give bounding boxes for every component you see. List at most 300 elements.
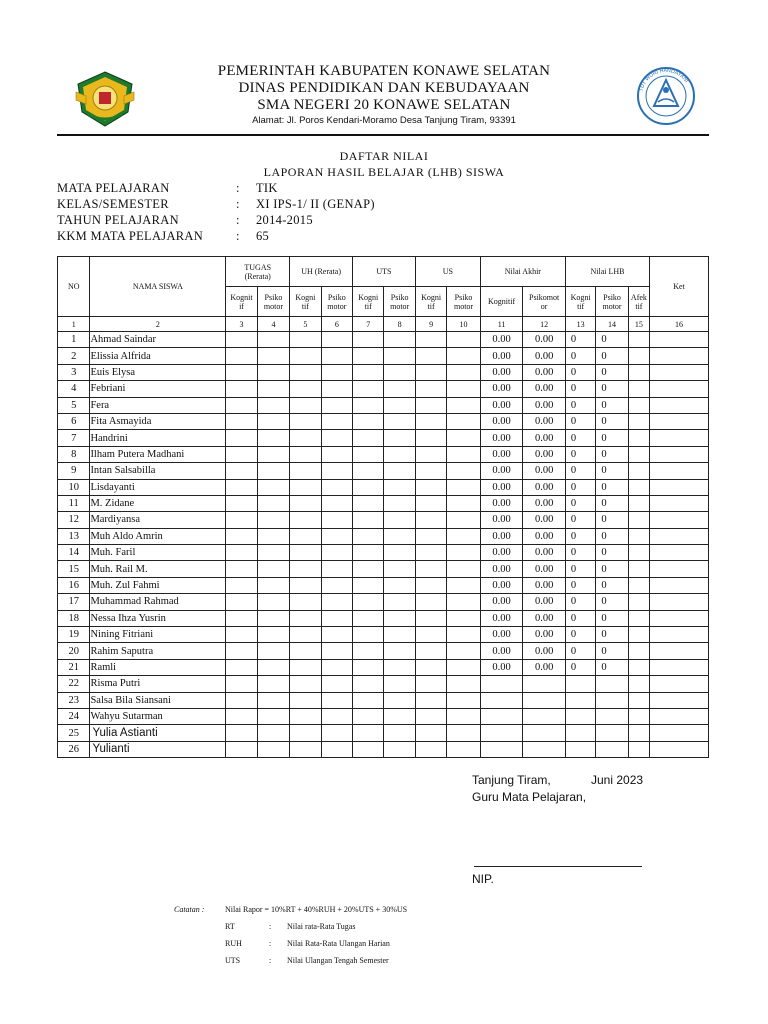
score-cell[interactable] [353, 430, 384, 446]
score-cell[interactable] [257, 610, 289, 626]
lhb-afektif[interactable] [628, 545, 649, 561]
score-cell[interactable] [447, 364, 480, 380]
score-cell[interactable] [257, 659, 289, 675]
score-cell[interactable] [447, 348, 480, 364]
score-cell[interactable] [321, 659, 352, 675]
score-cell[interactable] [257, 725, 289, 741]
score-cell[interactable] [290, 397, 321, 413]
score-cell[interactable] [290, 676, 321, 692]
lhb-afektif[interactable] [628, 381, 649, 397]
score-cell[interactable] [290, 692, 321, 708]
score-cell[interactable] [415, 659, 446, 675]
score-cell[interactable] [447, 512, 480, 528]
lhb-afektif[interactable] [628, 348, 649, 364]
student-name: Muh. Zul Fahmi [90, 577, 226, 593]
score-cell[interactable] [257, 708, 289, 724]
score-cell[interactable] [415, 479, 446, 495]
score-cell[interactable] [321, 332, 352, 348]
score-cell[interactable] [226, 495, 257, 511]
score-cell[interactable] [257, 643, 289, 659]
score-cell[interactable] [384, 430, 415, 446]
student-name: Ahmad Saindar [90, 332, 226, 348]
score-cell[interactable] [257, 397, 289, 413]
lhb-afektif[interactable] [628, 446, 649, 462]
score-cell[interactable] [226, 725, 257, 741]
score-cell[interactable] [321, 430, 352, 446]
nilai-akhir-psikomotor: 0.00 [523, 643, 566, 659]
nilai-akhir-kognitif: 0.00 [480, 577, 523, 593]
score-cell[interactable] [415, 627, 446, 643]
th-sub: Kogni tif [290, 287, 321, 317]
ket-cell[interactable] [650, 528, 709, 544]
score-cell[interactable] [384, 512, 415, 528]
score-cell[interactable] [384, 610, 415, 626]
score-cell[interactable] [353, 708, 384, 724]
score-cell[interactable] [226, 545, 257, 561]
ket-cell[interactable] [650, 348, 709, 364]
score-cell[interactable] [290, 332, 321, 348]
ket-cell[interactable] [650, 643, 709, 659]
note-separator: : [269, 922, 272, 931]
score-cell[interactable] [415, 413, 446, 429]
score-cell[interactable] [353, 512, 384, 528]
lhb-afektif[interactable] [628, 741, 649, 757]
score-cell[interactable] [415, 528, 446, 544]
row-number: 3 [58, 364, 90, 380]
score-cell[interactable] [353, 381, 384, 397]
lhb-afektif[interactable] [628, 708, 649, 724]
score-cell[interactable] [321, 708, 352, 724]
lhb-afektif[interactable] [628, 463, 649, 479]
ket-cell[interactable] [650, 741, 709, 757]
ket-cell[interactable] [650, 332, 709, 348]
score-cell[interactable] [290, 413, 321, 429]
score-cell[interactable] [384, 348, 415, 364]
student-name: Handrini [90, 430, 226, 446]
score-cell[interactable] [321, 725, 352, 741]
note-separator: : [269, 939, 272, 948]
score-cell[interactable] [447, 643, 480, 659]
ket-cell[interactable] [650, 561, 709, 577]
score-cell[interactable] [415, 545, 446, 561]
score-cell[interactable] [226, 512, 257, 528]
score-cell[interactable] [226, 577, 257, 593]
ket-cell[interactable] [650, 430, 709, 446]
score-cell[interactable] [447, 463, 480, 479]
score-cell[interactable] [226, 397, 257, 413]
score-cell[interactable] [384, 577, 415, 593]
score-cell[interactable] [384, 413, 415, 429]
score-cell[interactable] [226, 348, 257, 364]
score-cell[interactable] [290, 495, 321, 511]
ket-cell[interactable] [650, 512, 709, 528]
score-cell[interactable] [257, 627, 289, 643]
score-cell[interactable] [290, 463, 321, 479]
score-cell[interactable] [384, 332, 415, 348]
score-cell[interactable] [447, 561, 480, 577]
score-cell[interactable] [353, 725, 384, 741]
score-cell[interactable] [353, 577, 384, 593]
score-cell[interactable] [290, 708, 321, 724]
score-cell[interactable] [384, 643, 415, 659]
ket-cell[interactable] [650, 610, 709, 626]
score-cell[interactable] [415, 495, 446, 511]
lhb-afektif[interactable] [628, 725, 649, 741]
score-cell[interactable] [384, 627, 415, 643]
lhb-afektif[interactable] [628, 430, 649, 446]
column-number: 8 [384, 317, 415, 332]
ket-cell[interactable] [650, 545, 709, 561]
score-cell[interactable] [290, 364, 321, 380]
score-cell[interactable] [226, 594, 257, 610]
score-cell[interactable] [384, 495, 415, 511]
score-cell[interactable] [321, 397, 352, 413]
score-cell[interactable] [226, 479, 257, 495]
score-cell[interactable] [415, 708, 446, 724]
score-cell[interactable] [257, 528, 289, 544]
score-cell[interactable] [226, 659, 257, 675]
score-cell[interactable] [226, 381, 257, 397]
score-cell[interactable] [447, 479, 480, 495]
score-cell[interactable] [447, 741, 480, 757]
lhb-afektif[interactable] [628, 676, 649, 692]
score-cell[interactable] [321, 463, 352, 479]
ket-cell[interactable] [650, 725, 709, 741]
score-cell[interactable] [226, 364, 257, 380]
nilai-akhir-psikomotor: 0.00 [523, 495, 566, 511]
lhb-afektif[interactable] [628, 594, 649, 610]
lhb-afektif[interactable] [628, 479, 649, 495]
lhb-afektif[interactable] [628, 692, 649, 708]
ket-cell[interactable] [650, 577, 709, 593]
lhb-afektif[interactable] [628, 332, 649, 348]
score-cell[interactable] [226, 627, 257, 643]
score-cell[interactable] [415, 725, 446, 741]
lhb-afektif[interactable] [628, 397, 649, 413]
nilai-akhir-psikomotor: 0.00 [523, 512, 566, 528]
sign-role: Guru Mata Pelajaran, [472, 790, 587, 804]
score-cell[interactable] [415, 381, 446, 397]
score-cell[interactable] [257, 348, 289, 364]
score-cell[interactable] [226, 692, 257, 708]
note-abbr: RT [225, 922, 235, 931]
ket-cell[interactable] [650, 659, 709, 675]
score-cell[interactable] [321, 741, 352, 757]
score-cell[interactable] [257, 676, 289, 692]
ket-cell[interactable] [650, 495, 709, 511]
score-cell[interactable] [415, 430, 446, 446]
score-cell[interactable] [226, 561, 257, 577]
score-cell[interactable] [415, 364, 446, 380]
score-cell[interactable] [415, 397, 446, 413]
score-cell[interactable] [353, 495, 384, 511]
score-cell[interactable] [447, 528, 480, 544]
score-cell[interactable] [384, 479, 415, 495]
score-cell[interactable] [447, 594, 480, 610]
doc-title: DAFTAR NILAI [339, 149, 429, 163]
lhb-afektif[interactable] [628, 413, 649, 429]
score-cell[interactable] [353, 413, 384, 429]
score-cell[interactable] [384, 446, 415, 462]
score-cell[interactable] [290, 659, 321, 675]
score-cell[interactable] [353, 741, 384, 757]
column-number: 13 [565, 317, 595, 332]
ket-cell[interactable] [650, 446, 709, 462]
nilai-akhir-kognitif: 0.00 [480, 463, 523, 479]
lhb-afektif[interactable] [628, 577, 649, 593]
column-number: 4 [257, 317, 289, 332]
score-cell[interactable] [415, 348, 446, 364]
score-cell[interactable] [321, 364, 352, 380]
score-cell[interactable] [384, 725, 415, 741]
score-cell[interactable] [447, 545, 480, 561]
table-row [58, 512, 709, 528]
score-cell[interactable] [321, 495, 352, 511]
score-cell[interactable] [321, 446, 352, 462]
score-cell[interactable] [257, 545, 289, 561]
score-cell[interactable] [290, 512, 321, 528]
ket-cell[interactable] [650, 708, 709, 724]
score-cell[interactable] [384, 463, 415, 479]
ket-cell[interactable] [650, 479, 709, 495]
score-cell[interactable] [226, 332, 257, 348]
table-row [58, 413, 709, 429]
score-cell[interactable] [447, 397, 480, 413]
score-cell[interactable] [415, 610, 446, 626]
note-abbr: RUH [225, 939, 242, 948]
score-cell[interactable] [257, 692, 289, 708]
score-cell[interactable] [290, 594, 321, 610]
score-cell[interactable] [290, 643, 321, 659]
score-cell[interactable] [415, 463, 446, 479]
score-cell[interactable] [321, 545, 352, 561]
score-cell[interactable] [415, 577, 446, 593]
score-cell[interactable] [447, 610, 480, 626]
score-cell[interactable] [290, 381, 321, 397]
score-cell[interactable] [321, 577, 352, 593]
score-cell[interactable] [447, 446, 480, 462]
ket-cell[interactable] [650, 594, 709, 610]
score-cell[interactable] [353, 627, 384, 643]
score-cell[interactable] [321, 676, 352, 692]
score-cell[interactable] [447, 725, 480, 741]
score-cell[interactable] [321, 643, 352, 659]
score-cell[interactable] [290, 430, 321, 446]
lhb-afektif[interactable] [628, 561, 649, 577]
student-name: Muh. Rail M. [90, 561, 226, 577]
notes-formula: Nilai Rapor = 10%RT + 40%RUH + 20%UTS + 30%US [225, 905, 408, 914]
ket-cell[interactable] [650, 364, 709, 380]
score-cell[interactable] [257, 594, 289, 610]
score-cell[interactable] [321, 594, 352, 610]
score-cell[interactable] [447, 676, 480, 692]
score-cell[interactable] [353, 692, 384, 708]
score-cell[interactable] [447, 627, 480, 643]
row-number: 7 [58, 430, 90, 446]
lhb-psikomotor: 0 [596, 446, 628, 462]
score-cell[interactable] [321, 627, 352, 643]
score-cell[interactable] [353, 348, 384, 364]
score-cell[interactable] [384, 692, 415, 708]
score-cell[interactable] [257, 332, 289, 348]
score-cell[interactable] [384, 659, 415, 675]
score-cell[interactable] [353, 397, 384, 413]
nilai-akhir-kognitif: 0.00 [480, 627, 523, 643]
score-cell[interactable] [384, 528, 415, 544]
nilai-akhir-kognitif: 0.00 [480, 643, 523, 659]
score-cell[interactable] [353, 643, 384, 659]
score-cell[interactable] [415, 594, 446, 610]
score-cell[interactable] [353, 479, 384, 495]
score-cell[interactable] [290, 561, 321, 577]
lhb-afektif[interactable] [628, 364, 649, 380]
score-cell[interactable] [257, 430, 289, 446]
score-cell[interactable] [415, 512, 446, 528]
score-cell[interactable] [353, 561, 384, 577]
score-cell[interactable] [226, 528, 257, 544]
score-cell[interactable] [226, 446, 257, 462]
ket-cell[interactable] [650, 463, 709, 479]
score-cell[interactable] [447, 495, 480, 511]
meta-value: XI IPS-1/ II (GENAP) [256, 197, 375, 211]
score-cell[interactable] [226, 463, 257, 479]
score-cell[interactable] [257, 479, 289, 495]
th-us: US [415, 257, 480, 287]
lhb-afektif[interactable] [628, 495, 649, 511]
lhb-afektif[interactable] [628, 659, 649, 675]
score-cell[interactable] [290, 627, 321, 643]
score-cell[interactable] [353, 332, 384, 348]
lhb-afektif[interactable] [628, 643, 649, 659]
score-cell[interactable] [226, 741, 257, 757]
score-cell[interactable] [321, 348, 352, 364]
score-cell[interactable] [415, 643, 446, 659]
score-cell[interactable] [321, 479, 352, 495]
score-cell[interactable] [353, 594, 384, 610]
ket-cell[interactable] [650, 413, 709, 429]
score-cell[interactable] [321, 512, 352, 528]
score-cell[interactable] [447, 659, 480, 675]
score-cell[interactable] [290, 545, 321, 561]
score-cell[interactable] [415, 561, 446, 577]
score-cell[interactable] [257, 381, 289, 397]
score-cell[interactable] [290, 479, 321, 495]
ket-cell[interactable] [650, 381, 709, 397]
score-cell[interactable] [290, 725, 321, 741]
score-cell[interactable] [257, 364, 289, 380]
ket-cell[interactable] [650, 627, 709, 643]
score-cell[interactable] [447, 332, 480, 348]
kop-government: PEMERINTAH KABUPATEN KONAWE SELATAN [217, 63, 551, 79]
score-cell[interactable] [257, 463, 289, 479]
score-cell[interactable] [353, 545, 384, 561]
score-cell[interactable] [415, 692, 446, 708]
score-cell[interactable] [290, 348, 321, 364]
lhb-afektif[interactable] [628, 627, 649, 643]
score-cell[interactable] [384, 397, 415, 413]
score-cell[interactable] [353, 463, 384, 479]
score-cell[interactable] [257, 413, 289, 429]
nilai-akhir-psikomotor: 0.00 [523, 397, 566, 413]
score-cell[interactable] [447, 430, 480, 446]
score-cell[interactable] [290, 446, 321, 462]
th-ket: Ket [650, 257, 709, 317]
score-cell[interactable] [290, 528, 321, 544]
score-cell[interactable] [257, 446, 289, 462]
score-cell[interactable] [257, 577, 289, 593]
score-cell[interactable] [447, 413, 480, 429]
score-cell[interactable] [321, 381, 352, 397]
score-cell[interactable] [290, 610, 321, 626]
lhb-afektif[interactable] [628, 512, 649, 528]
score-cell[interactable] [257, 741, 289, 757]
score-cell[interactable] [384, 708, 415, 724]
table-row [58, 332, 709, 348]
score-cell[interactable] [353, 659, 384, 675]
score-cell[interactable] [321, 561, 352, 577]
score-cell[interactable] [384, 741, 415, 757]
score-cell[interactable] [415, 332, 446, 348]
lhb-afektif[interactable] [628, 610, 649, 626]
score-cell[interactable] [290, 577, 321, 593]
score-cell[interactable] [415, 676, 446, 692]
score-cell[interactable] [384, 381, 415, 397]
score-cell[interactable] [353, 610, 384, 626]
row-number: 22 [58, 676, 90, 692]
score-cell[interactable] [384, 676, 415, 692]
score-cell[interactable] [257, 495, 289, 511]
lhb-psikomotor: 0 [596, 643, 628, 659]
score-cell[interactable] [415, 446, 446, 462]
score-cell[interactable] [257, 512, 289, 528]
score-cell[interactable] [353, 446, 384, 462]
ket-cell[interactable] [650, 676, 709, 692]
lhb-afektif[interactable] [628, 528, 649, 544]
nilai-akhir-kognitif: 0.00 [480, 561, 523, 577]
score-cell[interactable] [384, 545, 415, 561]
score-cell[interactable] [384, 364, 415, 380]
score-cell[interactable] [353, 676, 384, 692]
score-cell[interactable] [384, 561, 415, 577]
score-cell[interactable] [415, 741, 446, 757]
score-cell[interactable] [321, 610, 352, 626]
score-cell[interactable] [257, 561, 289, 577]
score-cell[interactable] [447, 381, 480, 397]
score-cell[interactable] [226, 610, 257, 626]
score-cell[interactable] [353, 528, 384, 544]
score-cell[interactable] [321, 528, 352, 544]
score-cell[interactable] [226, 676, 257, 692]
score-cell[interactable] [226, 430, 257, 446]
score-cell[interactable] [353, 364, 384, 380]
nilai-akhir-psikomotor: 0.00 [523, 364, 566, 380]
score-cell[interactable] [321, 692, 352, 708]
score-cell[interactable] [226, 413, 257, 429]
nilai-akhir-kognitif: 0.00 [480, 594, 523, 610]
ket-cell[interactable] [650, 692, 709, 708]
score-cell[interactable] [290, 741, 321, 757]
score-cell[interactable] [226, 708, 257, 724]
row-number: 25 [58, 725, 90, 741]
score-cell[interactable] [226, 643, 257, 659]
score-cell[interactable] [447, 577, 480, 593]
score-cell[interactable] [384, 594, 415, 610]
score-cell[interactable] [447, 692, 480, 708]
ket-cell[interactable] [650, 397, 709, 413]
header-rule [57, 134, 709, 136]
score-cell[interactable] [321, 413, 352, 429]
score-cell[interactable] [447, 708, 480, 724]
